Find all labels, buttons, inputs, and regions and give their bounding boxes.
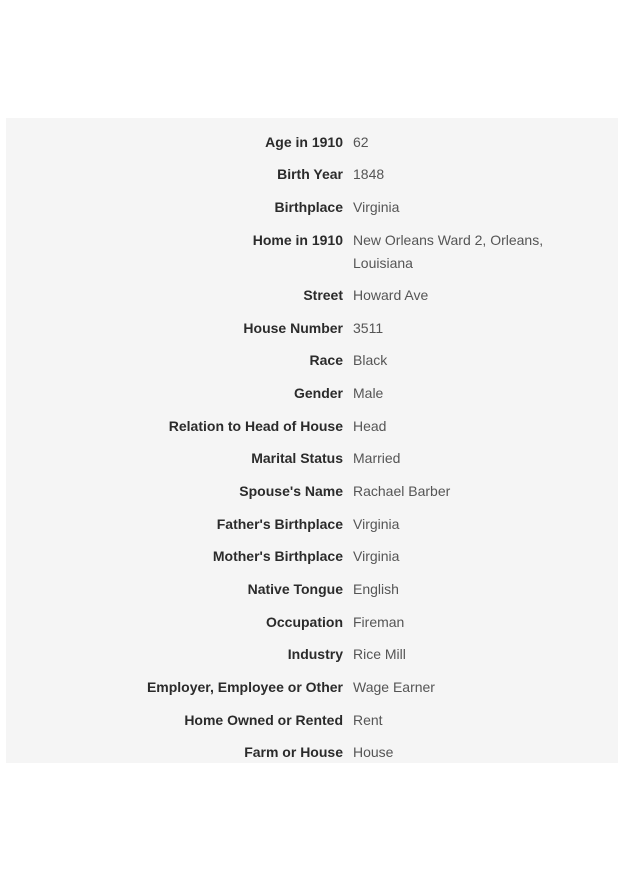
field-value-father-birthplace: Virginia: [353, 516, 400, 532]
field-label-birth-year: Birth Year: [277, 166, 343, 182]
field-value-occupation: Fireman: [353, 614, 405, 630]
field-label-house-number: House Number: [243, 320, 343, 336]
field-value-native-tongue: English: [353, 581, 399, 597]
field-value-employer: Wage Earner: [353, 679, 435, 695]
field-value-race: Black: [353, 352, 388, 368]
field-label-employer: Employer, Employee or Other: [146, 679, 343, 695]
field-value-home-owned: Rent: [353, 712, 383, 728]
field-value-mother-birthplace: Virginia: [353, 548, 400, 564]
field-label-home-owned: Home Owned or Rented: [184, 712, 343, 728]
field-label-home: Home in 1910: [252, 232, 343, 248]
field-label-spouse: Spouse's Name: [239, 483, 343, 499]
field-label-native-tongue: Native Tongue: [247, 581, 343, 597]
field-value-age: 62: [353, 134, 369, 150]
field-label-race: Race: [309, 352, 343, 368]
field-value-birth-year: 1848: [353, 166, 385, 182]
field-value-industry: Rice Mill: [353, 646, 406, 662]
field-label-farm-or-house: Farm or House: [244, 744, 343, 760]
field-value-spouse: Rachael Barber: [353, 483, 451, 499]
field-label-street: Street: [303, 287, 343, 303]
field-value-house-number: 3511: [353, 320, 384, 336]
field-label-occupation: Occupation: [265, 614, 343, 630]
field-label-father-birthplace: Father's Birthplace: [216, 516, 343, 532]
field-label-age: Age in 1910: [265, 134, 343, 150]
field-label-industry: Industry: [287, 646, 343, 662]
census-record-panel: [6, 118, 618, 763]
field-value-farm-or-house: House: [353, 744, 394, 760]
field-value-gender: Male: [353, 385, 384, 401]
field-value-relation: Head: [353, 418, 387, 434]
field-value-birthplace: Virginia: [353, 199, 400, 215]
field-label-marital-status: Marital Status: [251, 450, 343, 466]
field-label-relation: Relation to Head of House: [168, 418, 343, 434]
field-label-gender: Gender: [293, 385, 343, 401]
field-label-birthplace: Birthplace: [274, 199, 343, 215]
field-value-home: New Orleans Ward 2, Orleans, Louisiana: [353, 232, 544, 271]
field-value-marital-status: Married: [353, 450, 401, 466]
field-label-mother-birthplace: Mother's Birthplace: [212, 548, 343, 564]
field-value-street: Howard Ave: [353, 287, 429, 303]
